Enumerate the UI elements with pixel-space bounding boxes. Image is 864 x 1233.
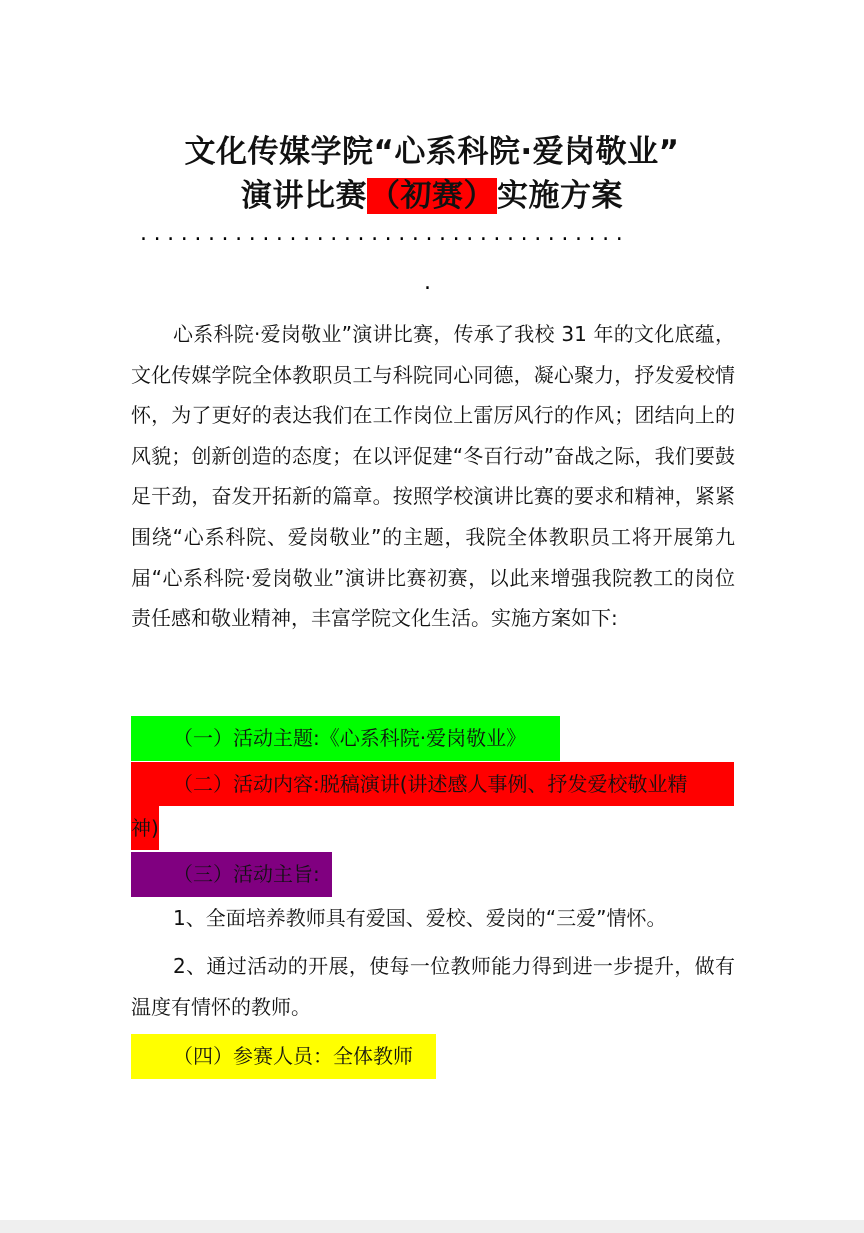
section-participants: （四）参赛人员：全体教师 — [131, 1034, 436, 1079]
purpose-item-1: 1、全面培养教师具有爱国、爱校、爱岗的“三爱”情怀。 — [173, 906, 667, 930]
section-content-line2: 神) — [131, 806, 159, 850]
section-theme: （一）活动主题:《心系科院·爱岗敬业》 — [131, 716, 560, 761]
title-line2-prefix: 演讲比赛 — [241, 178, 367, 214]
document-title-line1 — [0, 130, 864, 174]
section-purpose: （三）活动主旨: — [131, 852, 332, 897]
section-content — [131, 762, 734, 850]
title-highlight-preliminary: （初赛） — [369, 178, 495, 214]
dotted-divider-tail: . — [424, 270, 431, 295]
dotted-divider: .................................... — [140, 224, 630, 244]
intro-paragraph: 心系科院·爱岗敬业”演讲比赛，传承了我校 31 年的文化底蕴，文化传媒学院全体教职员工与科院同心同德，凝心聚力，抒发爱校情怀，为了更好的表达我们在工作岗位上雷厉风行的作风；团结向上的风貌；创新创造的态度；在以评促建“冬百行动”奋战之际，我们要鼓足干劲，奋发开拓新的篇章。按照学校演讲比赛的要求和精神，紧紧围绕“心系科院、爱岗敬业”的主题，我院全体教职员工将开展第九届“心系科院·爱岗敬业”演讲比赛初赛，以此来增强我院教工的岗位责任感和敬业精神，丰富学院文化生活。实施方案如下: — [131, 322, 735, 631]
title-line1-text: 文化传媒学院“心系科院·爱岗敬业” — [184, 134, 680, 170]
section-content-line1: （二）活动内容:脱稿演讲(讲述感人事例、抒发爱校敬业精 — [131, 762, 734, 806]
title-line2-suffix: 实施方案 — [497, 178, 623, 214]
document-title-line2 — [0, 174, 864, 218]
purpose-item-2: 2、通过活动的开展，使每一位教师能力得到进一步提升，做有温度有情怀的教师。 — [131, 954, 735, 1019]
